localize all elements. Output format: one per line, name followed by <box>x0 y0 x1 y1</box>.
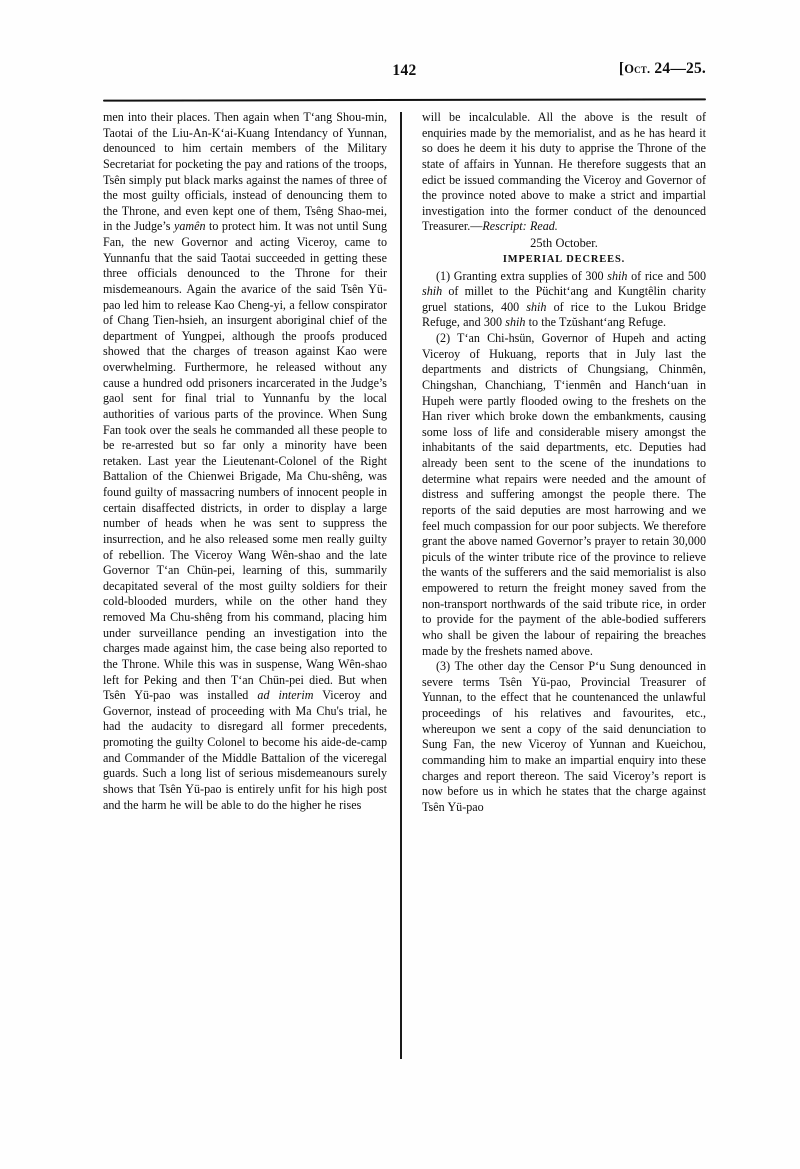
left-text-column <box>103 110 387 813</box>
rescript-label: Rescript: <box>482 219 527 234</box>
italic-term-yamen: yamên <box>173 219 206 234</box>
date-range: 24—25. <box>650 60 706 77</box>
italic-unit-shih-2: shih <box>422 284 443 299</box>
column-divider-rule <box>400 112 402 1059</box>
right-text-column <box>422 110 706 815</box>
memorial-closing-paragraph <box>422 110 706 235</box>
two-column-body <box>103 110 706 1060</box>
italic-unit-shih-3: shih <box>526 299 547 314</box>
italic-unit-shih-4: shih <box>505 315 526 330</box>
decree-1-text-b: of rice and 500 <box>627 268 706 283</box>
decree-item-2: (2) T‘an Chi-hsün, Governor of Hupeh and acting Viceroy of Hukuang, reports that in July last the departments and districts of Chungsiang, Chinmên, Chingshan, Chanchiang, T‘ienmên and Hanch‘uan in Hupeh were partly flooded owing to the freshets on the Han river which broke down the embankments, causing some loss of life and considerable misery amongst the inhabitants of the said departments, etc. Deputies had already been sent to the scene of the inundations to determine what repairs were needed and the amount of distress and suffering amongst the people there. The reports of the said deputies are most harrowing and we feel much compassion for our poor subjects. We therefore grant the above named Governor’s prayer to retain 30,000 piculs of the winter tribute rice of the province to relieve the wants of the sufferers and the said memorialist is also empowered to return the freight money saved from the non-transport northwards of the said tribute rice, in order to provide for the payment of the able-bodied sufferers who shall be given the labour of repairing the breaches made by the freshets named above. <box>422 331 706 658</box>
decree-1-text-a: (1) Granting extra supplies of 300 <box>436 268 608 283</box>
decree-1-text-e: to the Tzŭshant‘ang Refuge. <box>525 315 667 330</box>
decree-1-text-c: of millet to the Püchit‘ang and Kungtêlin charity gruel stations, 400 <box>422 284 706 314</box>
decree-1-text-d: of rice to the Lukou Bridge Refuge, and 300 <box>422 299 706 330</box>
bracket-open: [ <box>618 60 625 77</box>
italic-term-ad-interim: ad interim <box>257 688 314 703</box>
running-head-date-range <box>619 60 706 78</box>
date-heading: 25th October. <box>530 236 598 250</box>
month-label: Oct. <box>624 62 651 76</box>
rescript-value: Read. <box>529 219 558 234</box>
section-heading-imperial-decrees: IMPERIAL DECREES. <box>502 254 626 265</box>
running-head <box>103 62 706 86</box>
decree-item-3: (3) The other day the Censor P‘u Sung denounced in severe terms Tsên Yü-pao, Provincial Treasurer of Yunnan, to the effect that he countenanced the unlawful proceedings of his relatives and favourites, etc., whereupon we sent a copy of the said denunciation to Sung Fan, the new Viceroy of Yunnan and Kueichou, commanding him to make an impartial enquiry into these charges and report thereon. The said Viceroy’s report is now before us in which he states that the charge against Tsên Yü-pao <box>422 659 706 814</box>
page-number: 142 <box>392 62 417 79</box>
decree-item-1 <box>422 269 706 332</box>
header-rule <box>103 98 706 101</box>
paragraph-text-part-1: men into their places. Then again when T‘ang Shou-min, Taotai of the Liu-An-K‘ai-Kuang Intendancy of Yunnan, denounced to him certain members of the Military Secretariat for pocketing the pay and rations of the troops, Tsên simply put black marks against the names of three of the most guilty officials, instead of denouncing them to the Throne, and even kept one of them, Tsêng Shao-mei, in the Judge’s <box>103 110 387 234</box>
paragraph-text-part-3: Viceroy and Governor, instead of proceeding with Ma Chu's trial, he had the audacity to disregard all former precedents, promoting the guilty Colonel to become his aide-de-camp and Commander of the Middle Battalion of the viceregal guards. Such a long list of serious misdemeanours surely shows that Tsên Yü-pao is entirely unfit for his high post and the harm he will be able to do the higher he rises <box>103 688 387 812</box>
paragraph-text-part-2: to protect him. It was not until Sung Fan, the new Governor and acting Viceroy, came to Yunnanfu that the said Taotai succeeded in getting these three officials denounced to the Throne for their misdemeanours. Again the avarice of the said Tsên Yü-pao led him to release Kao Cheng-yi, a fellow conspirator of Chang Tien-hsieh, an insurgent aboriginal chief of the department of Yungpei, although the proofs produced showed that the charges of treason against Kao were overwhelming. Furthermore, he released without any cause a hundred odd prisoners incarcerated in the Judge’s gaol sent for final trial to Yunnanfu by the local authorities of various parts of the province. When Sung Fan took over the seals he commanded all these people to be re-arrested but so far only a minority have been retaken. Last year the Lieutenant-Colonel of the Right Battalion of the Chienwei Brigade, Ma Chu-shêng, was found guilty of massacring numbers of innocent people in certain disaffected districts, in order to display a large number of heads when he was sent to suppress the insurrection, and he also released some men really guilty of rebellion. The Viceroy Wang Wên-shao and the late Governor T‘an Chün-pei, learning of this, summarily decapitated several of the most guilty soldiers for their cold-blooded murders, while on the other hand they removed Ma Chu-shêng from his command, placing him under surveillance pending an investigation into the charges made against him, the case being also reported to the Throne. While this was in suspense, Wang Wên-shao left for Peking and then T‘an Chün-pei died. But when Tsên Yü-pao was installed <box>103 219 387 703</box>
paragraph-continued <box>103 110 387 813</box>
italic-unit-shih-1: shih <box>607 268 628 283</box>
memorial-closing-text: will be incalculable. All the above is the result of enquiries made by the memorialist, and as he has heard it so does he deem it his duty to apprise the Throne of the state of affairs in Yunnan. He therefore suggests that an edict be issued commanding the Viceroy and Governor of the province noted above to make a strict and impartial investigation into the former conduct of the denounced Treasurer.— <box>422 110 706 234</box>
